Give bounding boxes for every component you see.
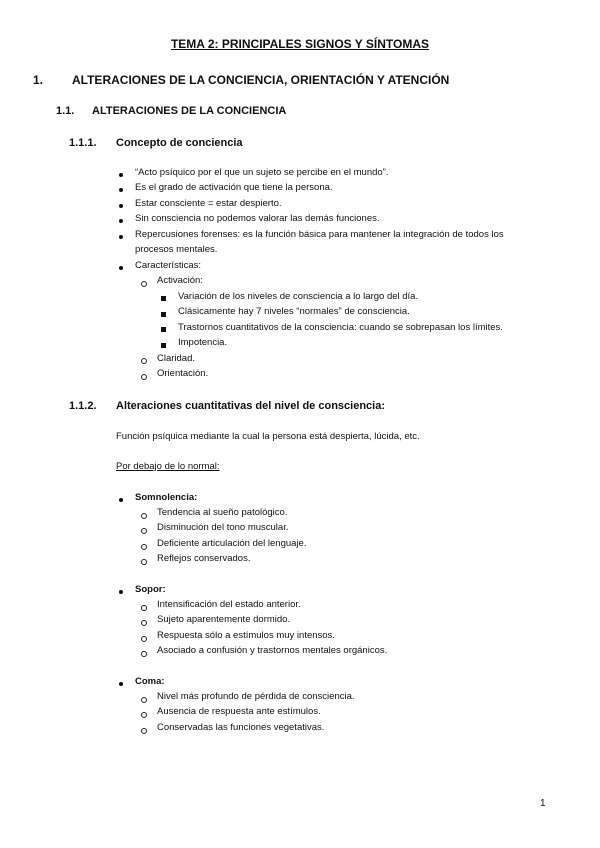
group-item: Intensificación del estado anterior. xyxy=(157,599,301,610)
section-1-1-1-title: Concepto de conciencia xyxy=(116,137,243,149)
document-title: TEMA 2: PRINCIPALES SIGNOS Y SÍNTOMAS xyxy=(170,37,430,51)
square-bullet-icon xyxy=(161,327,166,332)
group-item: Respuesta sólo a estímulos muy intensos. xyxy=(157,630,335,641)
circle-bullet-icon xyxy=(141,728,147,734)
group-title: Coma: xyxy=(135,676,165,687)
circle-bullet-icon xyxy=(141,374,147,380)
sub-list-item: Claridad. xyxy=(157,353,196,364)
page-number: 1 xyxy=(540,798,546,809)
group-item: Disminución del tono muscular. xyxy=(157,522,289,533)
section-1-1-number: 1.1. xyxy=(56,105,75,117)
circle-bullet-icon xyxy=(141,281,147,287)
list-item-continuation: procesos mentales. xyxy=(135,244,218,255)
list-item: Características: xyxy=(135,260,201,271)
sub-sub-list-item: Trastornos cuantitativos de la consciencia: cuando se sobrepasan los límites. xyxy=(178,322,503,333)
group-item: Reflejos conservados. xyxy=(157,553,251,564)
bullet-icon xyxy=(119,590,123,594)
group-item: Conservadas las funciones vegetativas. xyxy=(157,722,325,733)
sub-sub-list-item: Impotencia. xyxy=(178,337,228,348)
bullet-icon xyxy=(119,219,123,223)
section-1-1-2-number: 1.1.2. xyxy=(69,400,97,412)
section-1-1-2-title: Alteraciones cuantitativas del nivel de consciencia: xyxy=(116,400,385,412)
circle-bullet-icon xyxy=(141,651,147,657)
circle-bullet-icon xyxy=(141,620,147,626)
circle-bullet-icon xyxy=(141,697,147,703)
section-1-title: ALTERACIONES DE LA CONCIENCIA, ORIENTACIÓN Y ATENCIÓN xyxy=(72,73,450,87)
sub-list-item: Activación: xyxy=(157,275,203,286)
list-item: “Acto psíquico por el que un sujeto se percibe en el mundo”. xyxy=(135,167,389,178)
section-1-1-title: ALTERACIONES DE LA CONCIENCIA xyxy=(92,105,287,117)
circle-bullet-icon xyxy=(141,544,147,550)
group-item: Nivel más profundo de pérdida de consciencia. xyxy=(157,691,355,702)
bullet-icon xyxy=(119,188,123,192)
group-item: Sujeto aparentemente dormido. xyxy=(157,614,291,625)
group-title: Somnolencia: xyxy=(135,492,198,503)
circle-bullet-icon xyxy=(141,358,147,364)
circle-bullet-icon xyxy=(141,636,147,642)
bullet-icon xyxy=(119,235,123,239)
square-bullet-icon xyxy=(161,343,166,348)
subheading-below-normal: Por debajo de lo normal: xyxy=(116,461,220,472)
sub-sub-list-item: Clásicamente hay 7 niveles “normales” de consciencia. xyxy=(178,306,410,317)
bullet-icon xyxy=(119,204,123,208)
circle-bullet-icon xyxy=(141,528,147,534)
bullet-icon xyxy=(119,498,123,502)
group-item: Tendencia al sueño patológico. xyxy=(157,507,288,518)
sub-sub-list-item: Variación de los niveles de consciencia a lo largo del día. xyxy=(178,291,419,302)
list-item: Estar consciente = estar despierto. xyxy=(135,198,282,209)
section-intro: Función psíquica mediante la cual la persona está despierta, lúcida, etc. xyxy=(116,431,420,442)
section-1-number: 1. xyxy=(33,73,44,87)
list-item: Repercusiones forenses: es la función básica para mantener la integración de todos los xyxy=(135,229,504,240)
list-item: Sin consciencia no podemos valorar las demás funciones. xyxy=(135,213,380,224)
group-title: Sopor: xyxy=(135,584,166,595)
bullet-icon xyxy=(119,266,123,270)
section-1-1-1-number: 1.1.1. xyxy=(69,137,97,149)
circle-bullet-icon xyxy=(141,712,147,718)
square-bullet-icon xyxy=(161,312,166,317)
group-item: Ausencia de respuesta ante estímulos. xyxy=(157,706,321,717)
square-bullet-icon xyxy=(161,296,166,301)
circle-bullet-icon xyxy=(141,513,147,519)
sub-list-item: Orientación. xyxy=(157,368,209,379)
bullet-icon xyxy=(119,173,123,177)
group-item: Asociado a confusión y trastornos mentales orgánicos. xyxy=(157,645,388,656)
group-item: Deficiente articulación del lenguaje. xyxy=(157,538,307,549)
circle-bullet-icon xyxy=(141,605,147,611)
list-item: Es el grado de activación que tiene la persona. xyxy=(135,182,333,193)
circle-bullet-icon xyxy=(141,559,147,565)
bullet-icon xyxy=(119,682,123,686)
